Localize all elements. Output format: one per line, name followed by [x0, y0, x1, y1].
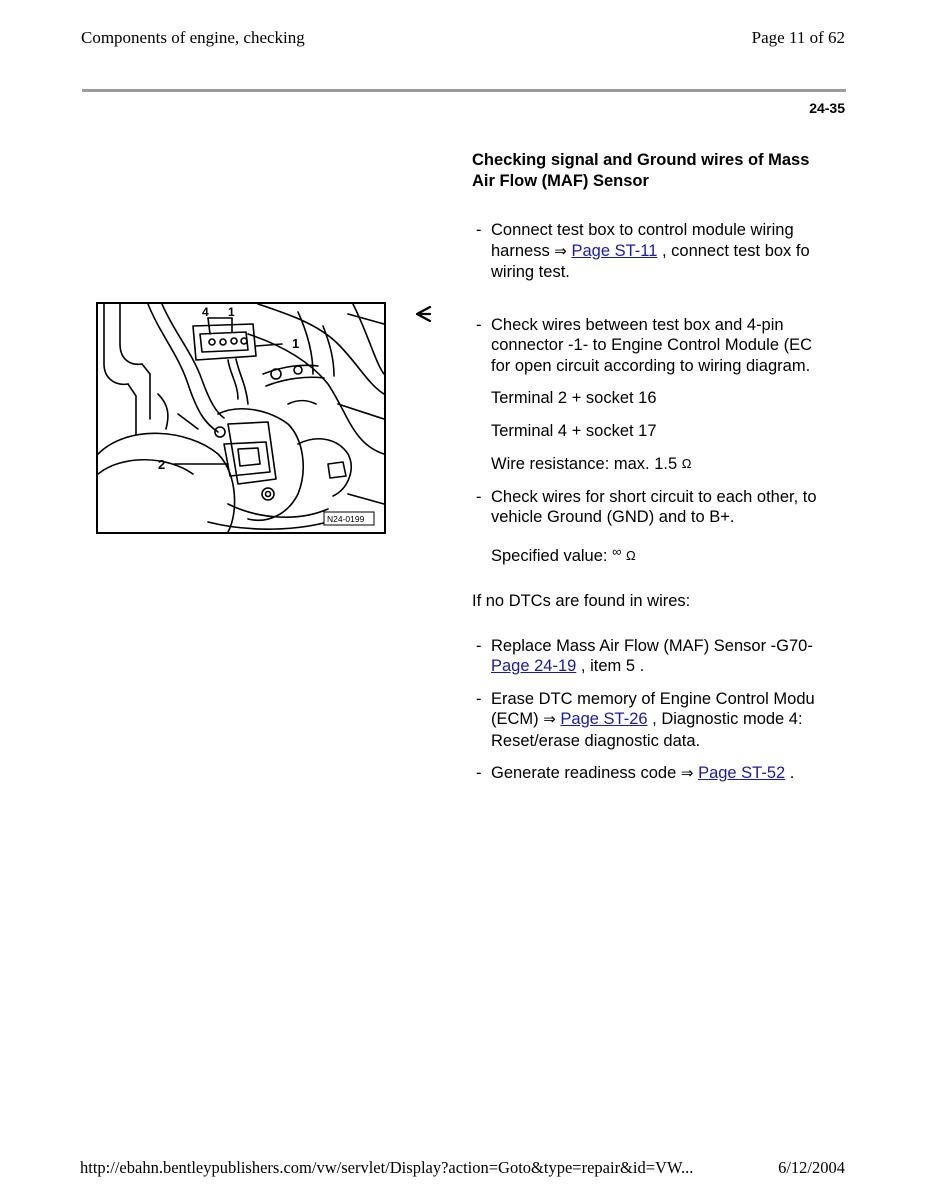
step-check-short-circuit	[472, 487, 846, 528]
bullet-dash: -	[476, 487, 482, 506]
section-code: 24-35	[809, 100, 845, 116]
step-text: connector -1- to Engine Control Module (EC	[491, 336, 812, 354]
ohm-symbol: Ω	[625, 547, 636, 563]
procedure-heading-line-2: Air Flow (MAF) Sensor	[472, 172, 649, 190]
step-text: harness ⇒ Page ST-11 , connect test box fo	[491, 241, 810, 260]
step-erase-dtc	[472, 689, 846, 752]
link-page-st-26[interactable]: Page ST-26	[560, 710, 648, 728]
page-header-title: Components of engine, checking	[81, 28, 305, 47]
step-text: Check wires for short circuit to each other, to	[491, 487, 817, 506]
link-page-st-11[interactable]: Page ST-11	[571, 241, 658, 260]
wire-resistance-spec: Wire resistance: max. 1.5 Ω	[491, 455, 692, 473]
procedure-content	[472, 150, 846, 785]
figure-code: N24-0199	[327, 514, 365, 524]
step-text: Erase DTC memory of Engine Control Modu	[491, 689, 815, 708]
bullet-dash: -	[476, 221, 482, 239]
step-text: Page 24-19 , item 5 .	[491, 657, 645, 675]
figure-pointer-icon	[416, 306, 432, 327]
step-text: for open circuit according to wiring diagram.	[491, 356, 811, 375]
figure-callout-1-top: 1	[228, 305, 235, 319]
arrow-right-icon: ⇒	[543, 711, 556, 728]
arrow-right-icon: ⇒	[554, 242, 567, 260]
footer-date: 6/12/2004	[778, 1158, 845, 1177]
procedure-heading-line-1: Checking signal and Ground wires of Mass	[472, 151, 810, 169]
link-page-st-52[interactable]: Page ST-52	[698, 764, 786, 782]
step-generate-readiness	[472, 763, 846, 785]
figure-callout-2: 2	[158, 457, 166, 472]
footer-url: http://ebahn.bentleypublishers.com/vw/servlet/Display?action=Goto&type=repair&id=VW...	[80, 1158, 694, 1177]
step-text: (ECM) ⇒ Page ST-26 , Diagnostic mode 4:	[491, 710, 803, 728]
figure-callout-4: 4	[202, 305, 209, 319]
step-text: vehicle Ground (GND) and to B+.	[491, 508, 735, 526]
step-replace-maf-sensor	[472, 636, 846, 677]
terminal-2-spec: Terminal 2 + socket 16	[491, 389, 657, 407]
step-check-open-circuit	[472, 315, 846, 377]
maf-sensor-figure	[96, 302, 386, 534]
link-page-24-19[interactable]: Page 24-19	[491, 657, 577, 675]
bullet-dash: -	[476, 636, 482, 655]
header-divider	[82, 89, 846, 92]
specified-value: Specified value: ∞ Ω	[491, 543, 636, 565]
step-text: wiring test.	[491, 263, 570, 281]
step-text: Reset/erase diagnostic data.	[491, 731, 701, 750]
ohm-symbol: Ω	[681, 456, 692, 471]
step-text: Connect test box to control module wiring	[491, 221, 794, 239]
step-text: Generate readiness code ⇒ Page ST-52 .	[491, 764, 795, 782]
no-dtc-note: If no DTCs are found in wires:	[472, 592, 691, 610]
bullet-dash: -	[476, 764, 482, 782]
bullet-dash: -	[476, 315, 482, 334]
arrow-right-icon: ⇒	[680, 765, 694, 782]
bullet-dash: -	[476, 689, 482, 708]
step-text: Check wires between test box and 4-pin	[491, 315, 784, 334]
page-number-indicator: Page 11 of 62	[751, 28, 845, 47]
step-connect-test-box	[472, 220, 846, 283]
infinity-symbol: ∞	[612, 543, 622, 559]
figure-callout-1: 1	[292, 336, 300, 351]
terminal-4-spec: Terminal 4 + socket 17	[491, 421, 657, 440]
step-text: Replace Mass Air Flow (MAF) Sensor -G70-	[491, 636, 813, 655]
